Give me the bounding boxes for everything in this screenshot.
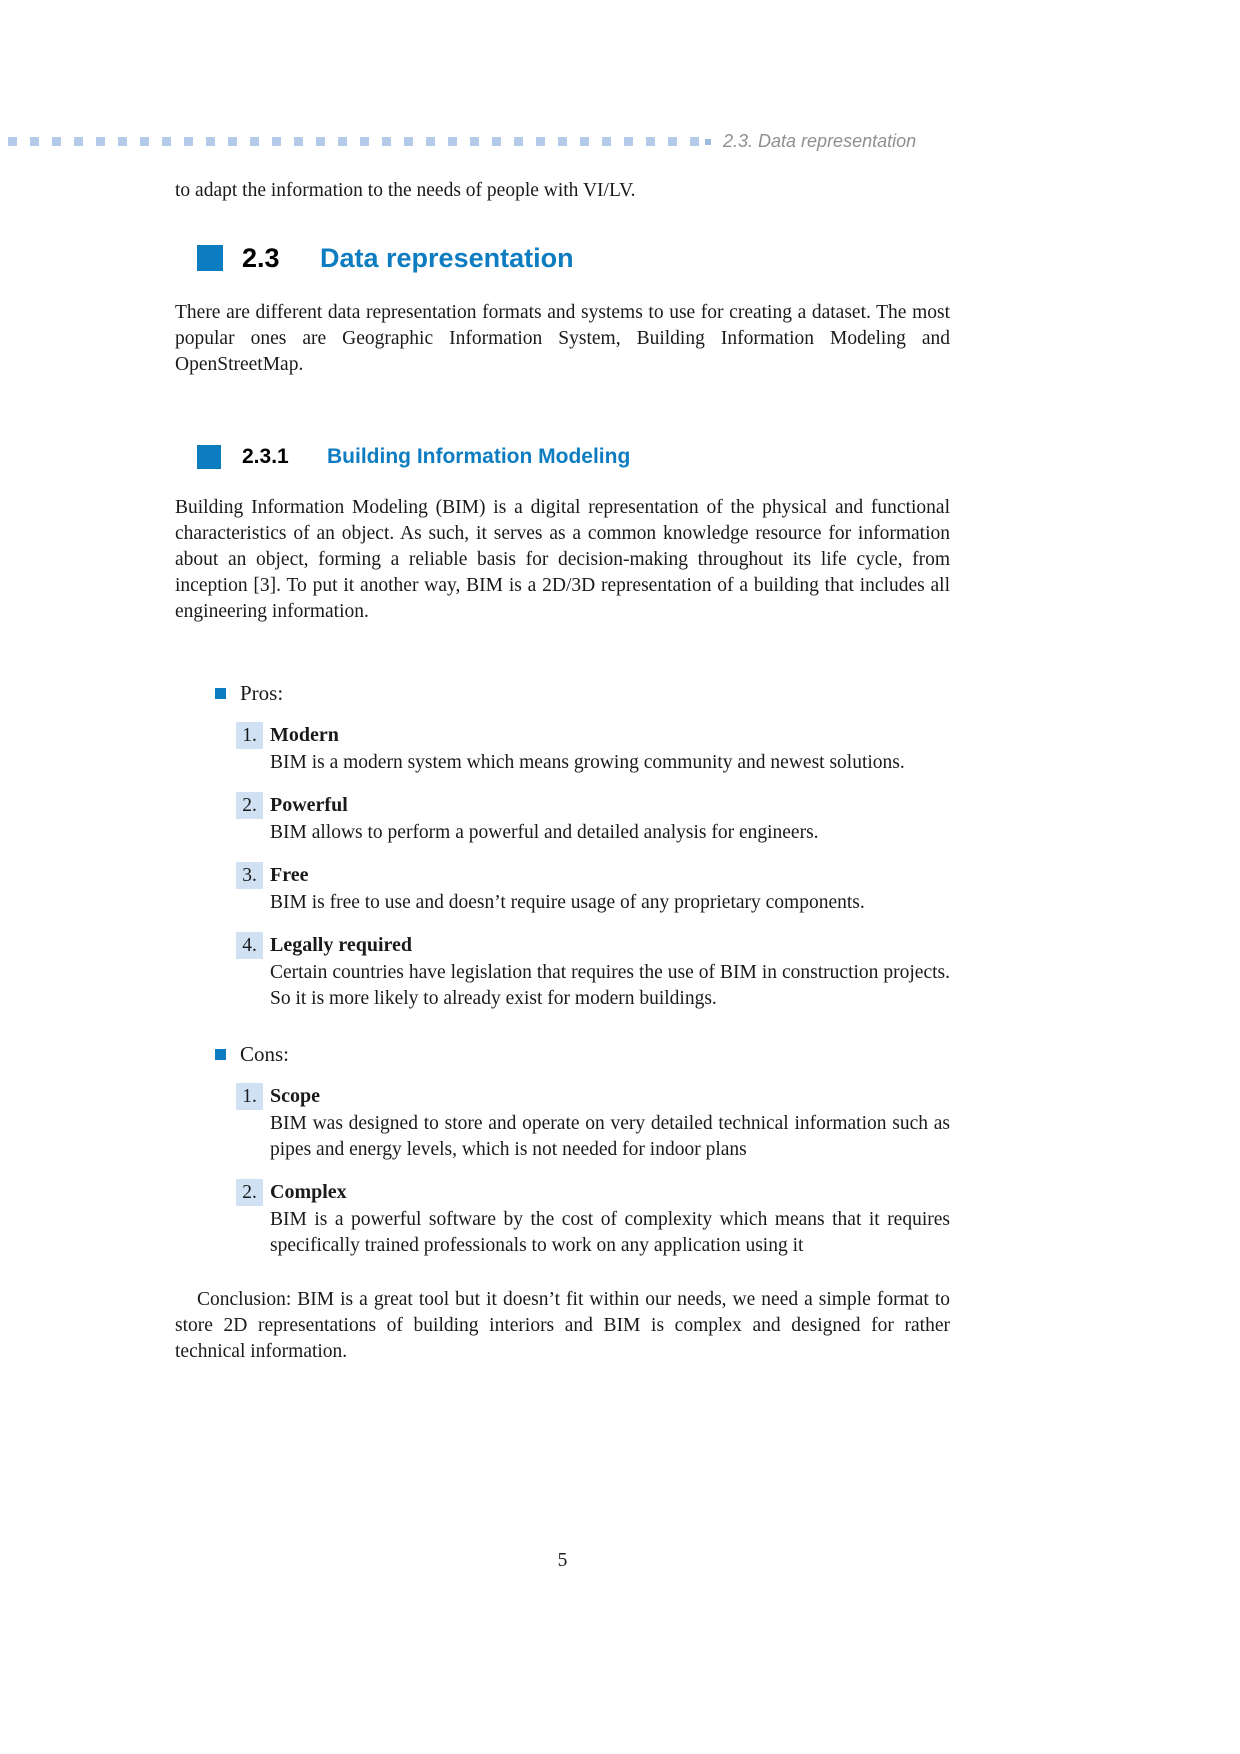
section-paragraph: There are different data representation formats and systems to use for creating a dataset. The most popular ones are Geographic Information System, Building Information Modeling and OpenStreetMap. [175,302,950,375]
item-body [270,790,950,846]
subsection-paragraph: Building Information Modeling (BIM) is a digital representation of the physical and functional characteristics of an object. As such, it serves as a common knowledge resource for information about an object, forming a reliable basis for decision-making throughout its life cycle, from inception [3]. To put it another way, BIM is a 2D/3D representation of a building that includes all engineering information. [175,497,950,622]
item-number-badge: 4. [236,932,263,959]
dotted-rule [8,137,702,146]
cons-label: Cons: [240,1042,290,1066]
item-body [270,1177,950,1259]
cons-label-row [215,1042,950,1067]
item-body [270,720,950,776]
intro-paragraph: to adapt the information to the needs of people with VI/LV. [175,180,636,201]
item-title: Legally required [270,934,413,956]
list-item [236,1081,950,1163]
running-header-title: 2.3. Data representation [723,131,917,151]
page-header [8,131,916,152]
pros-label-row [215,681,950,706]
text-block [175,178,950,1365]
bullet-square-icon [215,1049,226,1060]
item-body [270,930,950,1012]
section-title: Data representation [320,242,574,273]
item-number-badge: 3. [236,862,263,889]
page-footer [175,1550,950,1572]
cons-list [175,1081,950,1259]
list-item [236,860,950,916]
bullet-square-icon [215,688,226,699]
item-text: Certain countries have legislation that requires the use of BIM in construction projects. So it is more likely to already exist for modern buildings. [270,962,950,1009]
page-number: 5 [557,1550,568,1571]
item-text: BIM is a modern system which means growing community and newest solutions. [270,752,905,773]
list-item [236,1177,950,1259]
item-number-badge: 1. [236,722,263,749]
pros-label: Pros: [240,681,284,705]
item-title: Complex [270,1181,347,1203]
item-text: BIM was designed to store and operate on very detailed technical information such as pipes and energy levels, which is not needed for indoor plans [270,1113,950,1160]
section-number: 2.3 [242,242,280,273]
item-text: BIM is free to use and doesn’t require usage of any proprietary components. [270,892,865,913]
item-title: Powerful [270,794,348,816]
item-text: BIM is a powerful software by the cost of complexity which means that it requires specifically trained professionals to work on any application using it [270,1209,950,1256]
item-title: Free [270,864,309,886]
item-number-badge: 2. [236,1179,263,1206]
item-title: Scope [270,1085,320,1107]
item-number-badge: 1. [236,1083,263,1110]
subsection-title: Building Information Modeling [327,445,631,468]
section-heading [175,240,950,276]
item-body [270,860,950,916]
list-item [236,720,950,776]
item-text: BIM allows to perform a powerful and detailed analysis for engineers. [270,822,819,843]
item-number-badge: 2. [236,792,263,819]
item-title: Modern [270,724,339,746]
list-item [236,790,950,846]
subsection-heading [175,441,950,473]
subsection-number: 2.3.1 [242,445,289,468]
section-marker-square-icon [197,245,223,271]
item-body [270,1081,950,1163]
dotted-rule-end-square-icon [705,139,711,145]
list-item [236,930,950,1012]
conclusion-paragraph: Conclusion: BIM is a great tool but it doesn’t fit within our needs, we need a simple format to store 2D representations of building interiors and BIM is complex and designed for rather technical information. [175,1289,950,1362]
pros-list [175,720,950,1012]
subsection-marker-square-icon [197,445,221,469]
